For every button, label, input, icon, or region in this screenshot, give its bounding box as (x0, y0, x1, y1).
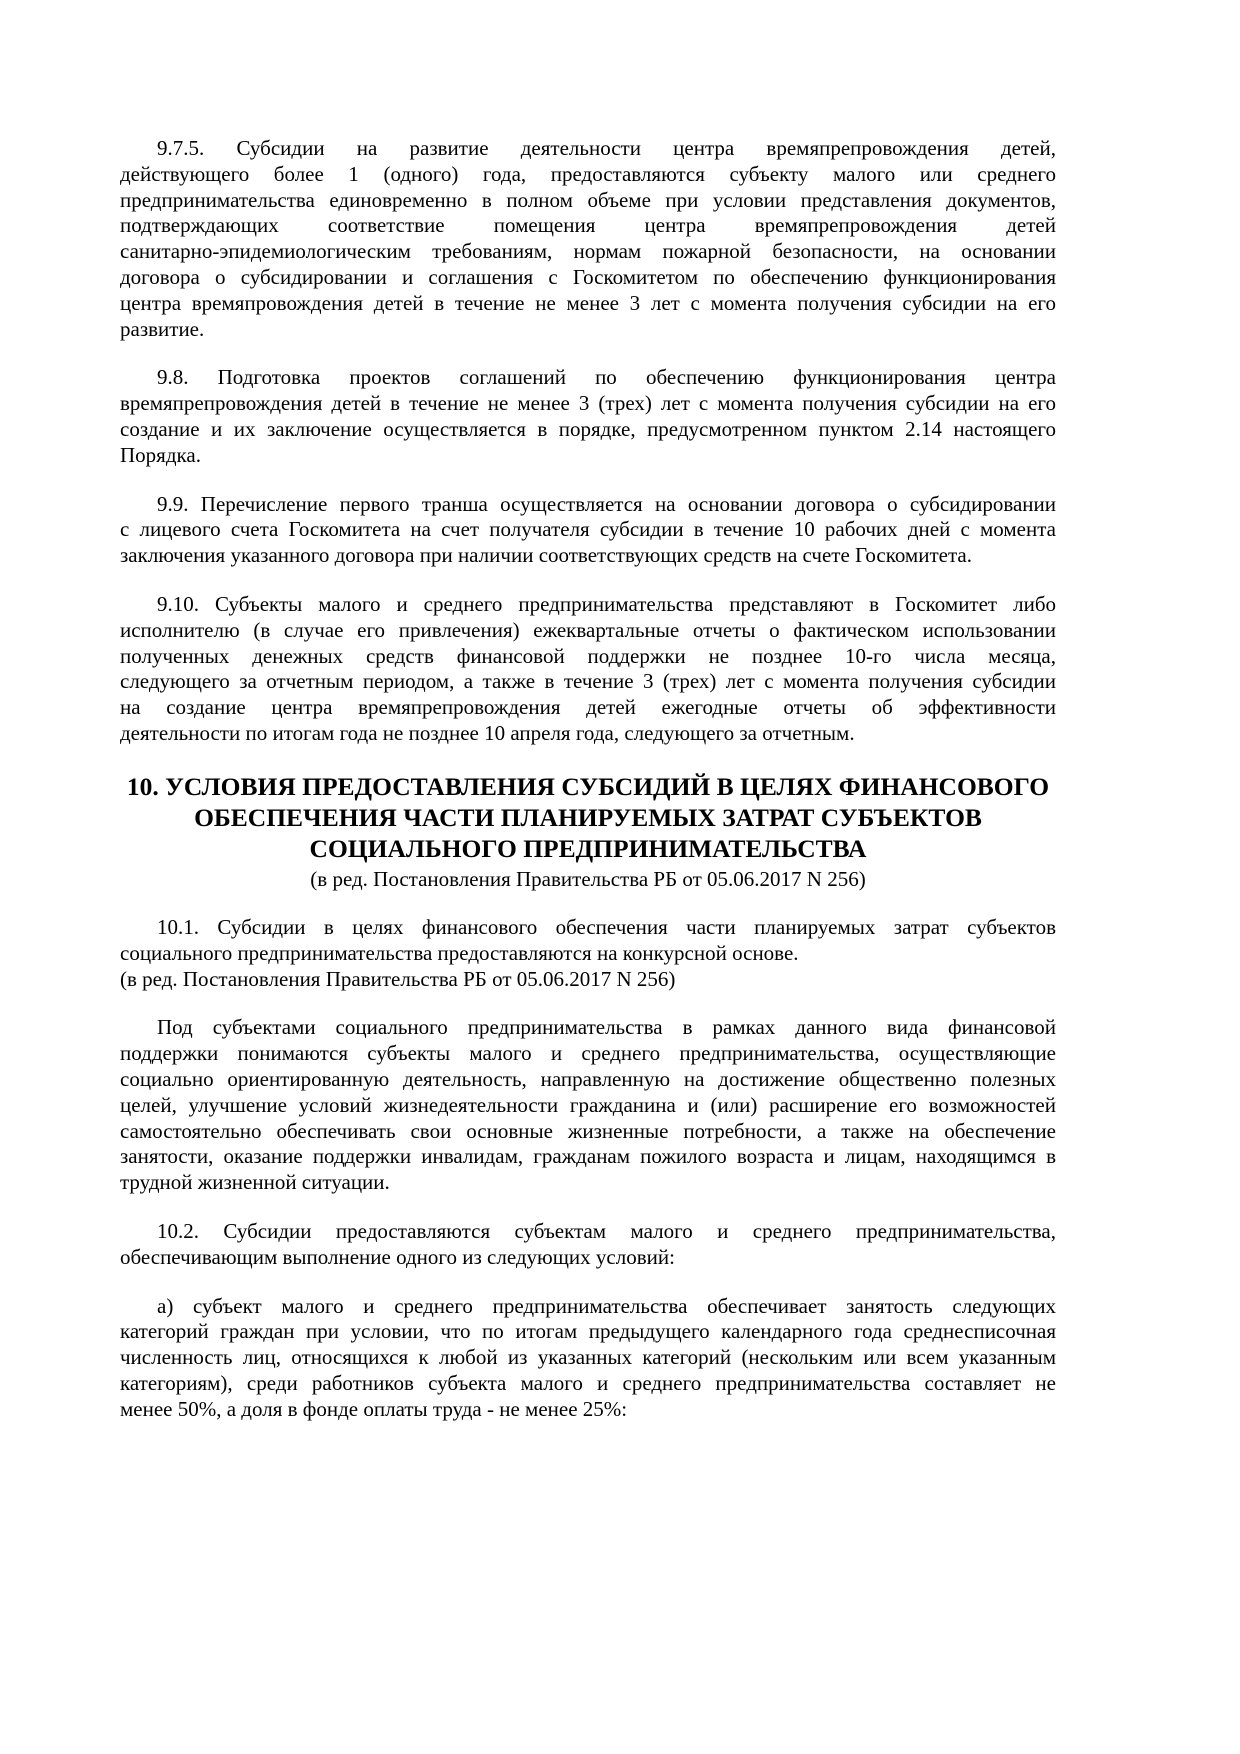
paragraph-9-10 (120, 592, 1056, 747)
text-line: заключения указанного договора при наличии соответствующих средств на счете Госкомитета. (120, 543, 972, 568)
text-line: развитие. (120, 316, 205, 341)
paragraphs-top (120, 136, 1056, 747)
text-line: исполнителю (в случае его привлечения) ежеквартальные отчеты о фактическом использовании (120, 617, 1056, 642)
text-line: категорий граждан при условии, что по итогам предыдущего календарного года среднесписочная (120, 1319, 1056, 1344)
text-line: создание и их заключение осуществляется в порядке, предусмотренном пунктом 2.14 настоящего (120, 416, 1056, 441)
text-line: с лицевого счета Госкомитета на счет получателя субсидии в течение 10 рабочих дней с момента (120, 517, 1056, 542)
text-line: времяпрепровождения детей в течение не менее 3 (трех) лет с момента получения субсидии на его (120, 391, 1056, 416)
text-line: на создание центра времяпрепровождения детей ежегодные отчеты об эффективности (120, 695, 1056, 720)
text-line: предпринимательства единовременно в полном объеме при условии представления документов, (120, 187, 1056, 212)
text-line: действующего более 1 (одного) года, предоставляются субъекту малого или среднего (120, 161, 1056, 186)
amendment-ref: (в ред. Постановления Правительства РБ от 05.06.2017 N 256) (120, 967, 676, 992)
paragraph-definition (120, 1015, 1056, 1196)
text-line: социального предпринимательства предоставляются на конкурсной основе. (120, 940, 799, 965)
text-line: а) субъект малого и среднего предпринимательства обеспечивает занятость следующих (157, 1293, 1056, 1318)
text-line: трудной жизненной ситуации. (120, 1170, 390, 1195)
paragraphs-bottom (120, 1015, 1056, 1422)
text-line: занятости, оказание поддержки инвалидам, гражданам пожилого возраста и лицам, находящимся в (120, 1144, 1056, 1169)
text-line: деятельности по итогам года не позднее 10 апреля года, следующего за отчетным. (120, 720, 855, 745)
text-line: санитарно-эпидемиологическим требованиям, нормам пожарной безопасности, на основании (120, 239, 1056, 264)
paragraph-10-2 (120, 1219, 1056, 1271)
text-line: численность лиц, относящихся к любой из указанных категорий (нескольким или всем указанным (120, 1345, 1056, 1370)
text-line: договора о субсидировании и соглашения с Госкомитетом по обеспечению функционирования (120, 264, 1056, 289)
text-line: центра времяпровождения детей в течение не менее 3 лет с момента получения субсидии на его (120, 290, 1056, 315)
text-line: 10.2. Субсидии предоставляются субъектам малого и среднего предпринимательства, (157, 1218, 1056, 1243)
text-line: следующего за отчетным периодом, а также в течение 3 (трех) лет с момента получения субсидии (120, 669, 1056, 694)
text-line: категориям), среди работников субъекта малого и среднего предпринимательства составляет не (120, 1370, 1056, 1395)
text-line: 9.8. Подготовка проектов соглашений по обеспечению функционирования центра (157, 365, 1056, 390)
text-line: самостоятельно обеспечивать свои основные жизненные потребности, а также на обеспечение (120, 1118, 1056, 1143)
heading-amendment-ref: (в ред. Постановления Правительства РБ от 05.06.2017 N 256) (310, 866, 866, 891)
text-line: социально ориентированную деятельность, направленную на достижение общественно полезных (120, 1066, 1056, 1091)
text-line: целей, улучшение условий жизнедеятельности гражданина и (или) расширение его возможностей (120, 1092, 1056, 1117)
text-line: менее 50%, а доля в фонде оплаты труда - не менее 25%: (120, 1396, 628, 1421)
section-heading (106, 771, 1070, 864)
paragraph-10-1 (120, 915, 1056, 993)
text-line: поддержки понимаются субъекты малого и среднего предпринимательства, осуществляющие (120, 1041, 1056, 1066)
text-line: 9.10. Субъекты малого и среднего предпринимательства представляют в Госкомитет либо (157, 591, 1056, 616)
text-line: Порядка. (120, 442, 201, 467)
paragraph-9-7-5 (120, 136, 1056, 342)
heading-line: ОБЕСПЕЧЕНИЯ ЧАСТИ ПЛАНИРУЕМЫХ ЗАТРАТ СУБЪЕКТОВ (194, 802, 982, 832)
heading-line: 10. УСЛОВИЯ ПРЕДОСТАВЛЕНИЯ СУБСИДИЙ В ЦЕЛЯХ ФИНАНСОВОГО (126, 771, 1050, 801)
text-line: 9.9. Перечисление первого транша осуществляется на основании договора о субсидировании (157, 491, 1056, 516)
heading-line: СОЦИАЛЬНОГО ПРЕДПРИНИМАТЕЛЬСТВА (309, 833, 867, 863)
text-line: обеспечивающим выполнение одного из следующих условий: (120, 1244, 675, 1269)
text-line: Под субъектами социального предпринимательства в рамках данного вида финансовой (157, 1015, 1056, 1040)
document-page (120, 136, 1056, 1445)
text-line: полученных денежных средств финансовой поддержки не позднее 10-го числа месяца, (120, 643, 1056, 668)
paragraph-9-8 (120, 365, 1056, 468)
text-line: подтверждающих соответствие помещения центра времяпрепровождения детей (120, 213, 1056, 238)
text-line: 9.7.5. Субсидии на развитие деятельности центра времяпрепровождения детей, (157, 136, 1056, 160)
paragraph-9-9 (120, 492, 1056, 569)
text-line: 10.1. Субсидии в целях финансового обеспечения части планируемых затрат субъектов (157, 914, 1056, 939)
paragraph-10-2-a (120, 1294, 1056, 1423)
